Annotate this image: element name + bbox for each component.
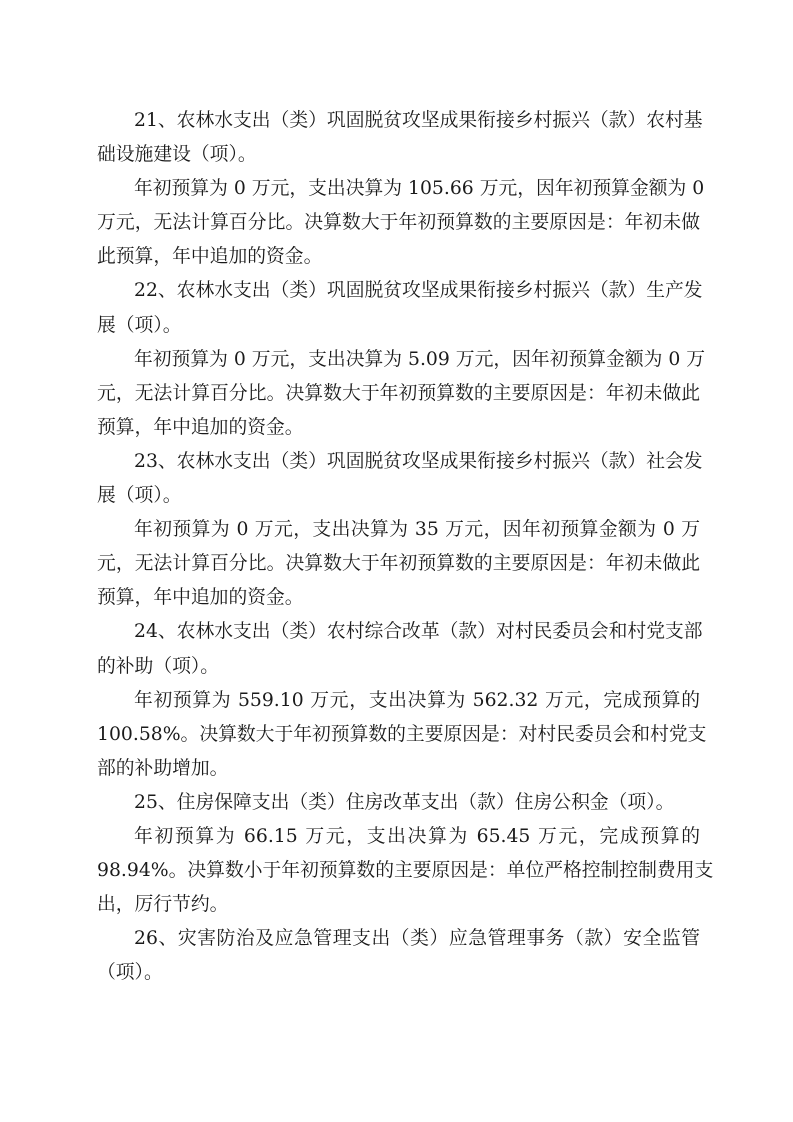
text-line: 22、农林水支出（类）巩固脱贫攻坚成果衔接乡村振兴（款）生产发 <box>134 280 703 302</box>
text-line: 预算，年中追加的资金。 <box>97 587 304 609</box>
text-line: 础设施建设（项）。 <box>97 144 257 166</box>
text-line: 预算，年中追加的资金。 <box>97 416 304 438</box>
text-line: 出，厉行节约。 <box>97 894 229 916</box>
text-line: 此预算，年中追加的资金。 <box>97 246 323 268</box>
text-line: 展（项）。 <box>97 485 182 507</box>
item-body-paragraph <box>97 684 707 786</box>
item-heading-paragraph <box>97 922 700 990</box>
item-body-paragraph <box>97 343 706 445</box>
text-line: 年初预算为 559.10 万元，支出决算为 562.32 万元，完成预算的 <box>134 689 700 711</box>
text-line: 98.94%。决算数小于年初预算数的主要原因是：单位严格控制控制费用支 <box>97 860 714 882</box>
item-body-paragraph <box>97 172 705 274</box>
text-line: 年初预算为 0 万元，支出决算为 5.09 万元，因年初预算金额为 0 万 <box>134 348 706 370</box>
text-line: 25、住房保障支出（类）住房改革支出（款）住房公积金（项）。 <box>134 791 675 813</box>
text-line: 年初预算为 0 万元，支出决算为 35 万元，因年初预算金额为 0 万 <box>134 519 700 541</box>
item-heading-paragraph <box>97 104 703 172</box>
item-body-paragraph <box>97 820 714 922</box>
text-line: 26、灾害防治及应急管理支出（类）应急管理事务（款）安全监管 <box>134 928 700 950</box>
text-line: 的补助（项）。 <box>97 655 220 677</box>
text-line: 21、农林水支出（类）巩固脱贫攻坚成果衔接乡村振兴（款）农村基 <box>134 110 703 131</box>
item-body-paragraph <box>97 513 700 615</box>
text-line: 元，无法计算百分比。决算数大于年初预算数的主要原因是：年初未做此 <box>97 553 700 575</box>
item-heading-paragraph <box>97 274 703 342</box>
text-line: 100.58%。决算数大于年初预算数的主要原因是：对村民委员会和村党支 <box>97 723 707 745</box>
text-line: （项）。 <box>97 962 163 984</box>
text-line: 元，无法计算百分比。决算数大于年初预算数的主要原因是：年初未做此 <box>97 382 700 404</box>
text-line: 24、农林水支出（类）农村综合改革（款）对村民委员会和村党支部 <box>134 621 703 643</box>
text-line: 23、农林水支出（类）巩固脱贫攻坚成果衔接乡村振兴（款）社会发 <box>134 450 703 472</box>
item-heading-paragraph <box>97 445 703 513</box>
document-body <box>97 104 714 990</box>
item-heading-paragraph <box>97 615 703 683</box>
text-line: 万元，无法计算百分比。决算数大于年初预算数的主要原因是：年初未做 <box>97 212 700 234</box>
text-line: 年初预算为 0 万元，支出决算为 105.66 万元，因年初预算金额为 0 <box>134 178 705 200</box>
text-line: 展（项）。 <box>97 314 182 336</box>
item-heading-paragraph <box>97 786 700 820</box>
text-line: 部的补助增加。 <box>97 757 229 779</box>
text-line: 年初预算为 66.15 万元，支出决算为 65.45 万元，完成预算的 <box>134 825 700 847</box>
